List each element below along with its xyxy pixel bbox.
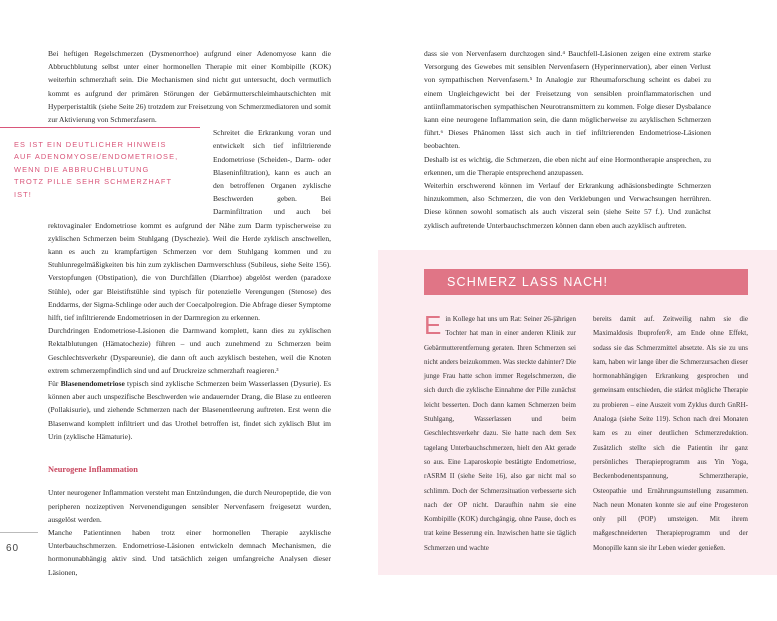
- right-text-column: [424, 47, 711, 232]
- paragraph: Bei heftigen Regelschmerzen (Dysmenorrhoe) aufgrund einer Adenomyose kann die Abbruchblutung selbst unter einer hormonellen Therapie mit einer Kombipille (KOK) weiterhin schmerzhaft sein. Die Mechanismen sind nicht gut untersucht, doch vermutlich kommt es aufgrund der primären Störungen der Gebärmutterschleimhautschichten mit Hyperperistaltik (siehe Seite 26) trotzdem zur Freisetzung von Schmerzmediatoren und somit zur Aktivierung von Schmerzfasern.: [48, 49, 331, 125]
- page-number-rule: [0, 532, 38, 533]
- paragraph: Manche Patientinnen haben trotz einer hormonellen Therapie azyklische Unterbauchschmerzen. Endometriose-Läsionen entwickeln demnach Mechanismen, die hormonunabhängig aktiv sind. Und tatsächlich zeigen umfangreiche Analysen dieser Läsionen,: [48, 527, 331, 577]
- bold-term: Blasenendometriose: [60, 379, 125, 389]
- paragraph: Durchdringen Endometriose-Läsionen die Darmwand komplett, kann dies zu zyklischen Rektalblutungen (Hämatochezie) führen – und auch zunehmend zu Schmerzen beim Geschlechtsverkehr (Dyspareunie), die dann oft auch azyklisch bestehen, weil die Knoten extrem schmerzempfindlich sind und auf Druckreize schmerzhaft reagieren.³: [48, 326, 331, 375]
- pull-quote: ES IST EIN DEUTLICHER HINWEIS AUF ADENOMYOSE/ENDOMETRIOSE, WENN DIE ABBRUCHBLUTUNG TROTZ PILLE SEHR SCHMERZHAFT IST!: [14, 140, 179, 199]
- page-number: 60: [6, 543, 20, 554]
- paragraph: Weiterhin erschwerend können im Verlauf der Erkrankung adhäsionsbedingte Schmerzen hinzukommen, also Schmerzen, die von den Verklebungen und Verwachsungen herrühren. Diese können sowohl somatisch als auch viszeral sein (siehe Seite 57 f.). Und zunächst zyklisch auftretende Unterbauchschmerzen können dann eben auch azyklisch auftreten.: [424, 181, 711, 230]
- section-heading: Neurogene Inflammation: [48, 465, 138, 475]
- box-column-1: [424, 312, 576, 555]
- box-title: SCHMERZ LASS NACH!: [447, 275, 609, 289]
- paragraph: Für Blasenendometriose typisch sind zyklische Schmerzen beim Wasserlassen (Dysurie). Es können aber auch unspezifische Beschwerden wie andauernder Drang, die Blase zu entleeren (Pollakisurie), und ziehende Schmerzen nach der Blasenentleerung auftreten. Erst wenn die Blasenwand komplett infiltriert und das Urothel betroffen ist, findet sich zyklisch Blut im Urin (zyklische Hämaturie).: [48, 379, 331, 441]
- paragraph: Schreitet die Erkrankung voran und entwickelt sich tief infiltrierende Endometriose (Scheiden-, Darm- oder Blaseninfiltration), kann es auch an den betroffenen Organen zyklische Beschwerden geben. Bei Darminfiltration und auch bei rektovaginaler Endometriose kommt es aufgrund der Nähe zum Darm typischerweise zu zyklischen Schmerzen beim Stuhlgang (Dyschezie). Weil die Herde zyklisch anschwellen, kann es auch zu krampfartigen Schmerzen vor dem Stuhlgang kommen und zu Stuhlunregelmäßigkeiten bis hin zum zyklischen Darmverschluss (Subileus, siehe Seite 156). Verstopfungen (Obstipation), die von Durchfällen (Diarrhoe) abgelöst werden (paradoxe Stühle), oder gar Bleistiftstühle sind typisch für potenzielle Verengungen (Stenose) des Enddarms, der Sigma-Schlinge oder auch der Coecalpolregion. Die Abfrage dieser Symptome hilft, tief infiltrierende Endometriosen in der Darmregion zu erkennen.: [48, 128, 331, 323]
- paragraph: Deshalb ist es wichtig, die Schmerzen, die eben nicht auf eine Hormontherapie ansprechen, zu erkennen, um die Therapie entsprechend anzupassen.: [424, 154, 711, 177]
- box-text: in Kollege hat uns um Rat: Seiner 26-jährigen Tochter hat man in einer anderen Klinik zur Gebärmutterentfernung geraten. Ihren Schmerzen sei nicht anders beizukommen. Was steckte dahinter? Die junge Frau hatte schon immer Regelschmerzen, die sich durch die zyklische Einnahme der Pille zunächst leicht besserten. Doch dann kamen Schmerzen beim Stuhlgang, Wasserlassen und beim Geschlechtsverkehr dazu. Sie hatte nach dem Sex tagelang Unterbauchschmerzen, hielt den Akt gerade so aus. Eine Laparoskopie bestätigte Endometriose, rASRM II (siehe Seite 16), also gar nicht mal so schlimm. Doch der Schmerzsituation verbesserte sich nach der OP nicht. Daraufhin nahm sie eine Kombipille (KOK) durchgängig, ohne Pause, doch es trat keine Besserung ein. Inzwischen hatte sie täglich Schmerzen und wachte: [424, 315, 576, 552]
- paragraph: Unter neurogener Inflammation versteht man Entzündungen, die durch Neuropeptide, die von peripheren nozizeptiven Nervenendigungen sensibler Nervenfasern freigesetzt wurden, ausgelöst werden.: [48, 488, 331, 524]
- box-text: bereits damit auf. Zeitweilig nahm sie die Maximaldosis Ibuprofen®, am Ende ohne Effekt, sodass sie das Schmerzmittel absetzte. Als sie zu uns kam, haben wir lange über die Schmerzursachen dieser hormonabhängigen Erkrankung gesprochen und gemeinsam entschieden, die stärkst mögliche Therapie zu probieren – eine Auszeit vom Zyklus durch GnRH-Analoga (siehe Seite 119). Schon nach drei Monaten kam es zu einer deutlichen Schmerzreduktion. Zusätzlich stellte sich die Patientin ihr ganz persönliches Therapieprogramm aus Yin Yoga, Beckenbodenentspannung, Schmerztherapie, Osteopathie und Ernährungsumstellung zusammen. Nach neun Monaten konnte sie auf eine Progesteron only pill (POP) umsteigen. Mit ihrem maßgeschneiderten Therapieprogramm und der Monopille kann sie ihr Leben wieder genießen.: [593, 315, 748, 552]
- drop-cap: E: [424, 310, 442, 340]
- paragraph: dass sie von Nervenfasern durchzogen sind.⁴ Bauchfell-Läsionen zeigen eine extrem starke Versorgung des Gewebes mit sensiblen Nervenfasern (Hyperinnervation), aber einen Verlust von sympathischen Nervenfasern.⁵ In Analogie zur Rheumaforschung scheint es dabei zu einem Ungleichgewicht bei der Freisetzung von sensiblen proinflammatorischen und antiinflammatorischen sympathischen Neurotransmittern zu kommen. Folge dieser Dysbalance kann eine neurogene Inflammation sein, die dann möglicherweise zu azyklischen Schmerzen führt.⁶ Dieses Phänomen lässt sich auch in tief infiltrierenden Endometriose-Läsionen beobachten.: [424, 49, 711, 151]
- box-column-2: [593, 312, 748, 555]
